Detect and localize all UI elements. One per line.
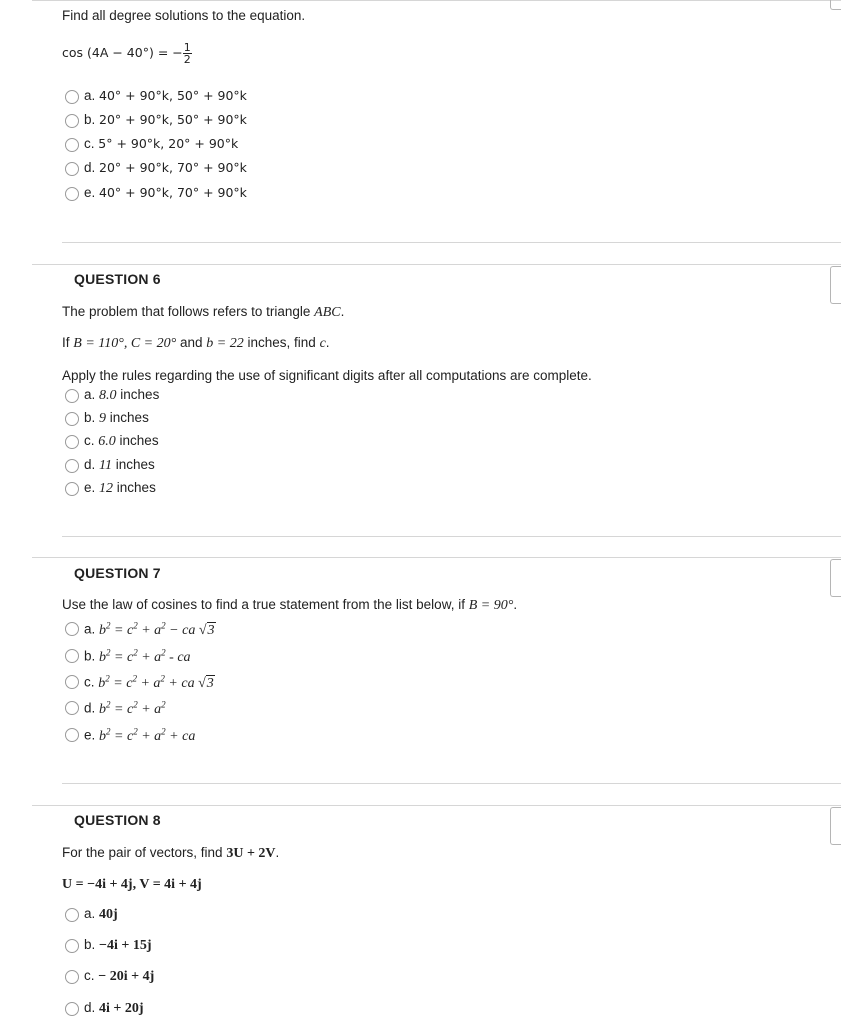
q8-option-a-label[interactable]: a. 40j bbox=[84, 906, 118, 922]
q5-option-e-radio[interactable] bbox=[65, 187, 79, 201]
q5-option-b-label[interactable]: b. 20° + 90°k, 50° + 90°k bbox=[84, 112, 247, 127]
q6-top-border bbox=[32, 264, 841, 265]
question-7-points-box bbox=[830, 559, 841, 597]
q6-option-b-label[interactable]: b. 9 inches bbox=[84, 410, 149, 426]
q5-equation: cos (4A − 40°) = − $\frac{1}{2}$ bbox=[62, 41, 191, 66]
q5-prompt: Find all degree solutions to the equation. bbox=[62, 8, 306, 23]
q8-prompt: For the pair of vectors, find 3U + 2V. bbox=[62, 845, 280, 861]
q5-option-c-label[interactable]: c. 5° + 90°k, 20° + 90°k bbox=[84, 136, 239, 151]
q7-option-c-radio[interactable] bbox=[65, 675, 79, 689]
q6-given: If B = 110°, C = 20° and b = 22 inches, find c. bbox=[62, 335, 330, 351]
q8-title: QUESTION 8 bbox=[74, 812, 161, 828]
q5-option-d-label[interactable]: d. 20° + 90°k, 70° + 90°k bbox=[84, 160, 247, 175]
q6-prompt: The problem that follows refers to triangle ABC. bbox=[62, 304, 345, 320]
q6-option-a-radio[interactable] bbox=[65, 389, 79, 403]
question-5-points-box bbox=[830, 0, 841, 10]
q7-option-e-radio[interactable] bbox=[65, 728, 79, 742]
q6-option-b-radio[interactable] bbox=[65, 412, 79, 426]
q7-divider bbox=[62, 783, 841, 784]
q7-formula: $b^2 = c^2 + a^2$ bbox=[99, 699, 166, 717]
q7-formula: $b^2 = c^2 + a^2$ - ca bbox=[99, 647, 191, 665]
q8-option-d-radio[interactable] bbox=[65, 1002, 79, 1016]
q7-option-a-radio[interactable] bbox=[65, 622, 79, 636]
q8-option-b-radio[interactable] bbox=[65, 939, 79, 953]
q7-option-b-radio[interactable] bbox=[65, 649, 79, 663]
q5-option-d-radio[interactable] bbox=[65, 162, 79, 176]
q8-option-c-label[interactable]: c. − 20i + 4j bbox=[84, 968, 155, 984]
q7-title: QUESTION 7 bbox=[74, 565, 161, 581]
q7-option-c-label[interactable]: c. $b^2 = c^2 + a^2$ + ca √3 bbox=[84, 673, 214, 691]
q7-option-a-label[interactable]: a. $b^2 = c^2 + a^2$ − ca √3 bbox=[84, 620, 215, 638]
q8-top-border bbox=[32, 805, 841, 806]
q5-option-c-radio[interactable] bbox=[65, 138, 79, 152]
q7-option-e-label[interactable]: e. $b^2 = c^2 + a^2$ + ca bbox=[84, 726, 196, 744]
q7-prompt: Use the law of cosines to find a true statement from the list below, if B = 90°. bbox=[62, 597, 518, 613]
q6-option-d-label[interactable]: d. 11 inches bbox=[84, 457, 155, 473]
q5-option-a-radio[interactable] bbox=[65, 90, 79, 104]
q5-option-b-radio[interactable] bbox=[65, 114, 79, 128]
q8-option-a-radio[interactable] bbox=[65, 908, 79, 922]
q5-divider bbox=[62, 242, 841, 243]
q7-formula: $b^2 = c^2 + a^2$ − ca √3 bbox=[99, 620, 215, 638]
q6-rule: Apply the rules regarding the use of significant digits after all computations are complete. bbox=[62, 368, 592, 383]
q6-option-d-radio[interactable] bbox=[65, 459, 79, 473]
q8-option-d-label[interactable]: d. 4i + 20j bbox=[84, 1000, 144, 1016]
q8-given: U = −4i + 4j, V = 4i + 4j bbox=[62, 877, 202, 892]
q6-divider bbox=[62, 536, 841, 537]
question-6-points-box bbox=[830, 266, 841, 304]
q6-option-c-label[interactable]: c. 6.0 inches bbox=[84, 433, 159, 449]
q7-formula: $b^2 = c^2 + a^2$ + ca bbox=[99, 726, 196, 744]
q7-top-border bbox=[32, 557, 841, 558]
q8-option-b-label[interactable]: b. −4i + 15j bbox=[84, 937, 152, 953]
top-divider bbox=[32, 0, 841, 1]
q8-option-c-radio[interactable] bbox=[65, 970, 79, 984]
q5-fraction: $\frac{1}{2}$ bbox=[183, 41, 191, 66]
q6-title: QUESTION 6 bbox=[74, 271, 161, 287]
question-8-points-box bbox=[830, 807, 841, 845]
q7-option-d-radio[interactable] bbox=[65, 701, 79, 715]
q6-option-a-label[interactable]: a. 8.0 inches bbox=[84, 387, 160, 403]
q7-option-d-label[interactable]: d. $b^2 = c^2 + a^2$ bbox=[84, 699, 166, 717]
q5-option-e-label[interactable]: e. 40° + 90°k, 70° + 90°k bbox=[84, 185, 247, 200]
q6-option-e-label[interactable]: e. 12 inches bbox=[84, 480, 156, 496]
q7-formula: $b^2 = c^2 + a^2$ + ca √3 bbox=[98, 673, 214, 691]
q5-option-a-label[interactable]: a. 40° + 90°k, 50° + 90°k bbox=[84, 88, 247, 103]
q6-option-e-radio[interactable] bbox=[65, 482, 79, 496]
q7-option-b-label[interactable]: b. $b^2 = c^2 + a^2$ - ca bbox=[84, 647, 191, 665]
q6-option-c-radio[interactable] bbox=[65, 435, 79, 449]
